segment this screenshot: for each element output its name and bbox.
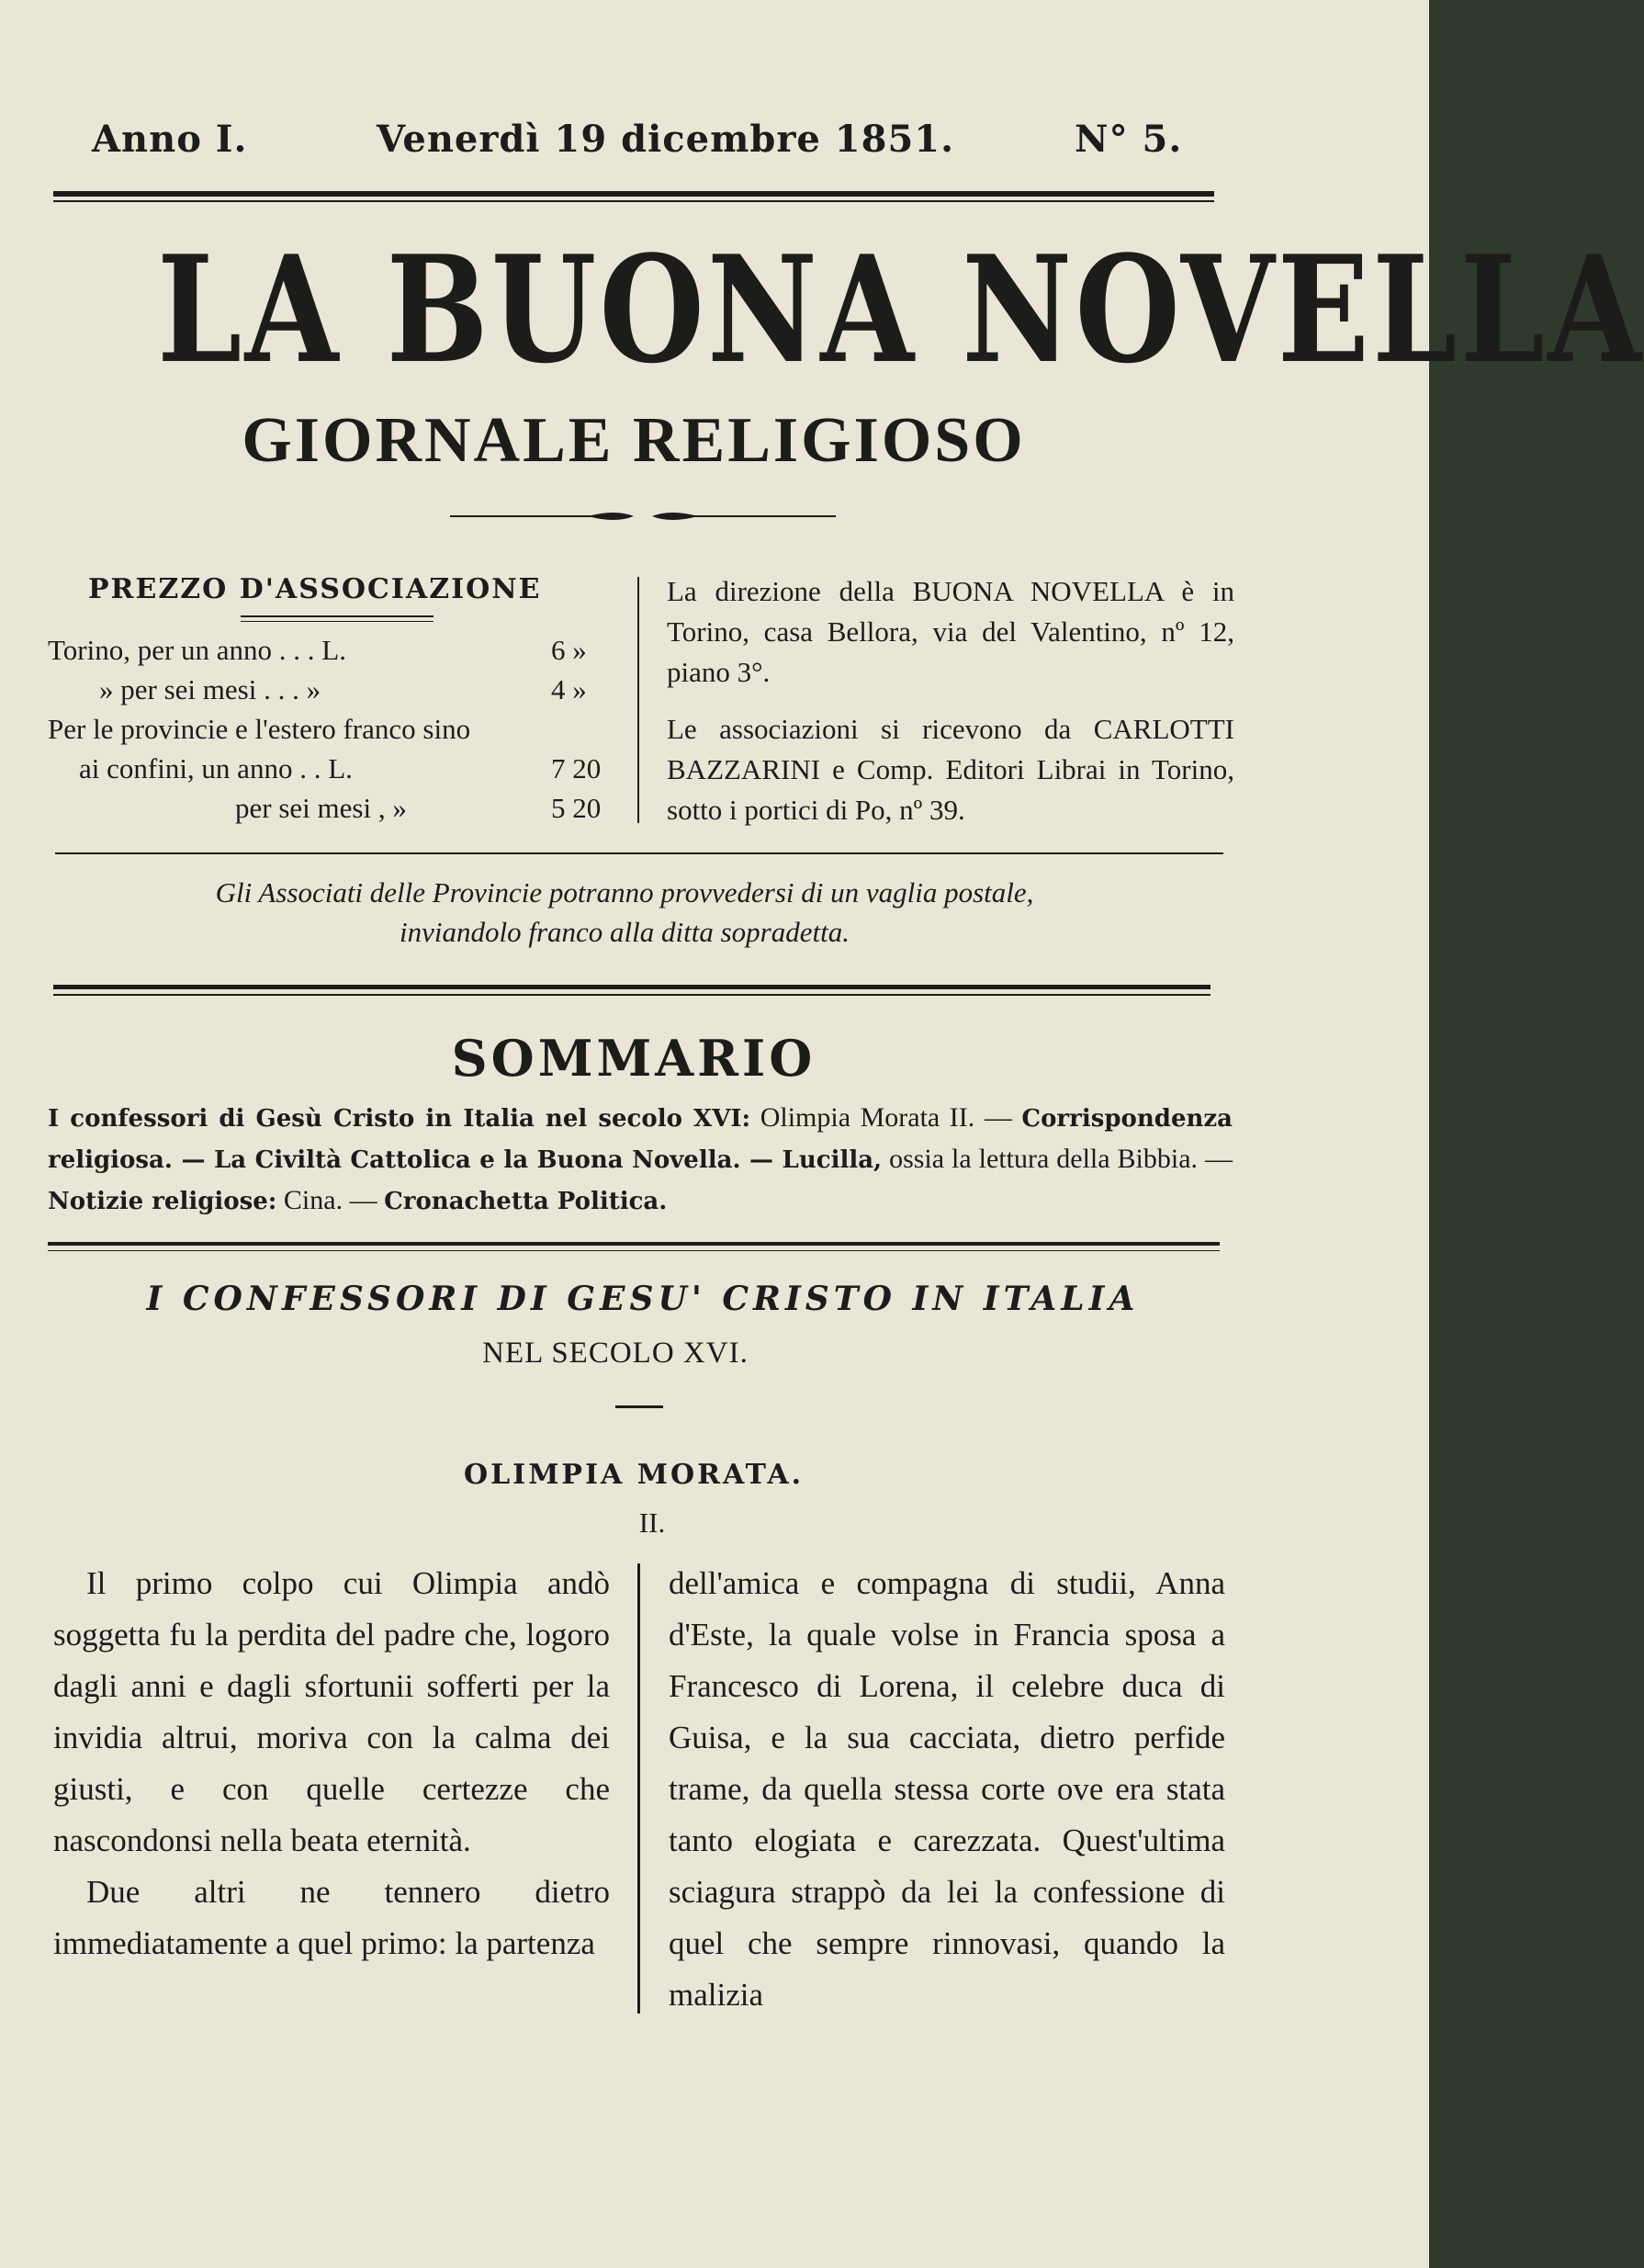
paragraph: Due altri ne tennero dietro immediatamente a quel primo: la partenza (53, 1874, 610, 1961)
notice-line: inviandolo franco alla ditta sopradetta. (400, 916, 850, 948)
price-label: » per sei mesi . . . » (99, 673, 321, 705)
section-title: OLIMPIA MORATA. (463, 1459, 805, 1491)
summary-item: Corrispondenza religiosa. — La Civiltà Cattolica e la Buona Novella. — Lucilla, (48, 1105, 1233, 1174)
notice-rule-thick (53, 985, 1210, 989)
price-value: 6 » (551, 634, 587, 666)
article-subheading: NEL SECOLO XVI. (482, 1337, 749, 1370)
subscription-heading: PREZZO D'ASSOCIAZIONE (88, 573, 542, 605)
paragraph: Il primo colpo cui Olimpia andò soggetta fu la perdita del padre che, logoro dagli anni e dagli sfortunii sofferti per la invidia altrui, moriva con la calma dei giusti, e con quelle certezze che nascondonsi nella beata eternità. (53, 1565, 610, 1858)
section-rule (55, 852, 1223, 854)
summary-body (48, 1098, 1233, 1222)
price-label: per sei mesi , » (235, 792, 407, 824)
summary-item: Cronachetta Politica. (384, 1188, 668, 1215)
direction-agents: Le associazioni si ricevono da CARLOTTI BAZZARINI e Comp. Editori Librai in Torino, sotto i portici di Po, nº 39. (667, 713, 1234, 826)
date-label: Venerdì 19 dicembre 1851. (377, 118, 955, 161)
summary-title: SOMMARIO (451, 1029, 816, 1088)
subscription-heading-rule (241, 615, 434, 617)
price-value: 7 20 (551, 752, 602, 784)
masthead-title: LA BUONA NOVELLA (157, 223, 1644, 396)
price-value: 5 20 (551, 792, 602, 824)
article-heading: I CONFESSORI DI GESU' CRISTO IN ITALIA (146, 1280, 1140, 1318)
price-label: ai confini, un anno . . L. (79, 752, 353, 784)
price-row (99, 673, 321, 706)
year-label: Anno I. (92, 118, 248, 161)
notice-rule-thin (53, 994, 1210, 996)
header-rule-thin (53, 200, 1214, 202)
issue-number: N° 5. (1075, 118, 1183, 161)
header-rule-thick (53, 191, 1214, 197)
price-row (235, 792, 407, 825)
subscription-heading-rule-2 (241, 621, 434, 622)
summary-rule-thick (48, 1242, 1220, 1246)
article-right-column (669, 1558, 1225, 2021)
summary-item: I confessori di Gesù Cristo in Italia nel secolo XVI: (48, 1105, 751, 1133)
short-rule (615, 1405, 663, 1408)
price-value: 4 » (551, 673, 587, 705)
price-row (79, 752, 353, 785)
column-divider-body (637, 1563, 640, 2014)
summary-item: Cina. — (283, 1185, 377, 1215)
masthead-subtitle: GIORNALE RELIGIOSO (242, 405, 1026, 476)
summary-item: Olimpia Morata II. — (760, 1102, 1012, 1133)
summary-rule-thin (48, 1250, 1220, 1251)
price-row (48, 634, 346, 667)
notice-line: Gli Associati delle Provincie potranno provvedersi di un vaglia postale, (215, 876, 1034, 908)
summary-item: Notizie religiose: (48, 1188, 277, 1215)
summary-item: ossia la lettura della Bibbia. — (889, 1144, 1233, 1174)
article-left-column (53, 1558, 610, 1969)
price-label: Torino, per un anno . . . L. (48, 634, 346, 666)
ornament-divider (450, 505, 836, 527)
column-divider-top (637, 577, 639, 823)
notice-text (55, 873, 1194, 952)
section-number: II. (638, 1506, 666, 1539)
paragraph: dell'amica e compagna di studii, Anna d'Este, la quale volse in Francia sposa a Francesco di Lorena, il celebre duca di Guisa, e la sua cacciata, dietro perfide trame, da quella stessa corte ove era stata tanto elogiata e carezzata. Quest'ultima sciagura strappò da lei la confessione di quel che sempre rinnovasi, quando la malizia (669, 1565, 1225, 2013)
price-row: Per le provincie e l'estero franco sino (48, 713, 471, 745)
direction-address: La direzione della BUONA NOVELLA è in Torino, casa Bellora, via del Valentino, nº 12, piano 3°. (667, 575, 1234, 688)
